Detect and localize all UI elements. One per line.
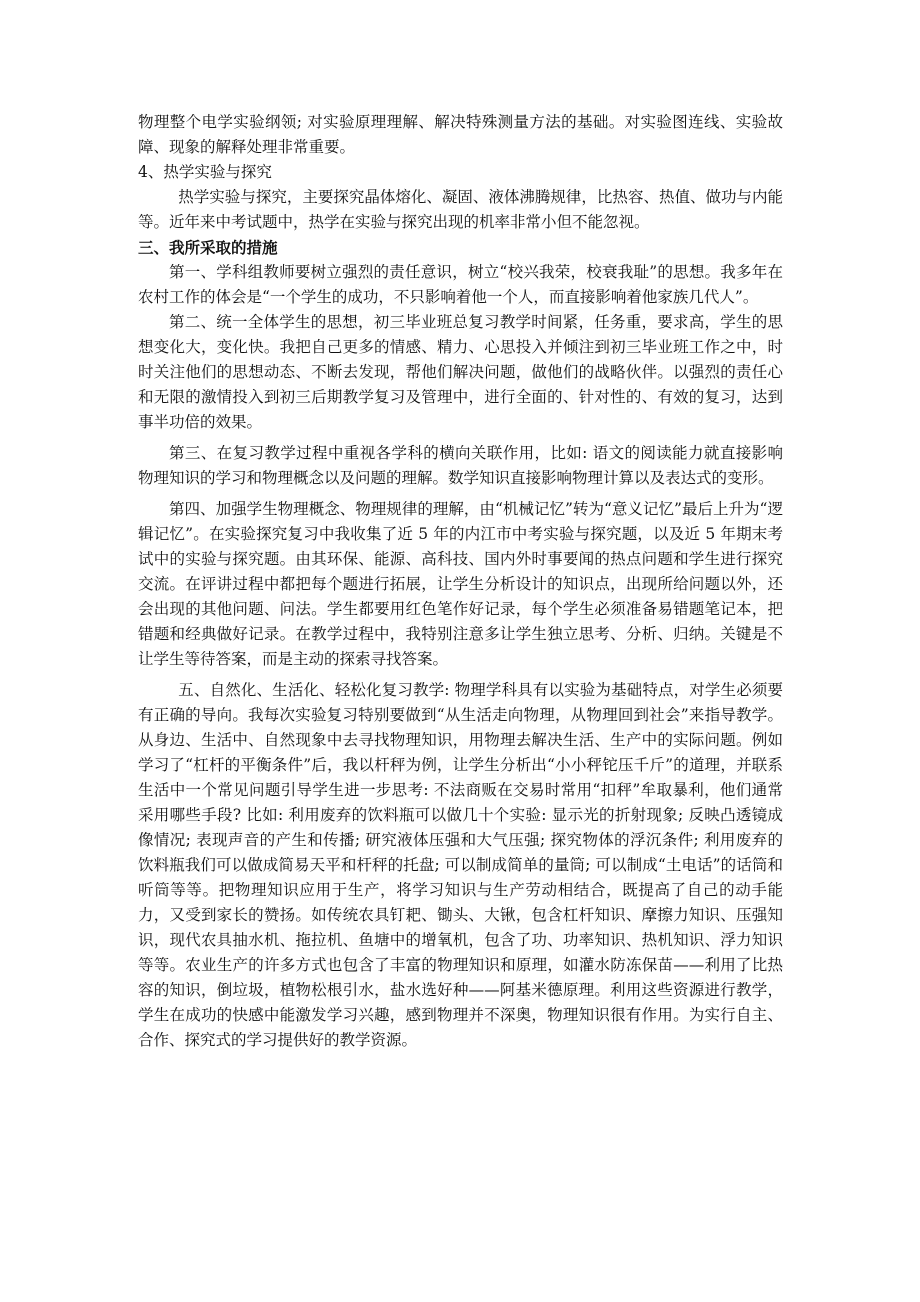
paragraph-measure-5: 五、自然化、生活化、轻松化复习教学: 物理学科具有以实验为基础特点，对学生必须要有正确的导向。我每次实验复习特别要做到“从生活走向物理，从物理回到社会”来指导教学。从身边、生活中、自然现象中去寻找物理知识，用物理去解决生活、生产中的实际问题。例如学习了“杠杆的平衡条件”后，我以杆秤为例，让学生分析出“小小秤铊压千斤”的道理，并联系生活中一个常见问题引导学生进一步思考: 不法商贩在交易时常用“扣秤”牟取暴利，他们通常采用哪些手段? 比如: 利用废弃的饮料瓶可以做几十个实验: 显示光的折射现象; 反映凸透镜成像情况; 表现声音的产生和传播; 研究液体压强和大气压强; 探究物体的浮沉条件; 利用废弃的饮料瓶我们可以做成简易天平和杆秤的托盘; 可以制成简单的量筒; 可以制成“土电话”的话筒和听筒等等。把物理知识应用于生产，将学习知识与生产劳动相结合，既提高了自己的动手能力，又受到家长的赞扬。如传统农具钉耙、锄头、大锹，包含杠杆知识、摩擦力知识、压强知识，现代农具抽水机、拖拉机、鱼塘中的增氧机，包含了功、功率知识、热机知识、浮力知识等等。农业生产的许多方式也包含了丰富的物理知识和原理，如灌水防冻保苗——利用了比热容的知识，倒垃圾，植物松根引水，盐水选好种——阿基米德原理。利用这些资源进行教学，学生在成功的快感中能激发学习兴趣，感到物理并不深奥，物理知识很有作用。为实行自主、合作、探究式的学习提供好的教学资源。	[138, 681, 783, 1049]
paragraph-measure-2: 第二、统一全体学生的思想，初三毕业班总复习教学时间紧，任务重，要求高，学生的思想变化大，变化快。我把自己更多的情感、精力、心思投入并倾注到初三毕业班工作之中，时时关注他们的思想动态、不断去发现，帮他们解决问题，做他们的战略伙伴。以强烈的责任心和无限的激情投入到初三后期教学复习及管理中，进行全面的、针对性的、有效的复习，达到事半功倍的效果。	[138, 313, 783, 431]
paragraph-measure-1: 第一、学科组教师要树立强烈的责任意识，树立“校兴我荣，校衰我耻”的思想。我多年在农村工作的体会是“一个学生的成功，不只影响着他一个人，而直接影响着他家族几代人”。	[138, 263, 783, 306]
paragraph-measure-4: 第四、加强学生物理概念、物理规律的理解，由“机械记忆”转为“意义记忆”最后上升为“逻辑记忆”。在实验探究复习中我收集了近 5 年的内江市中考实验与探究题，以及近 5 年期末考试中的实验与探究题。由其环保、能源、高科技、国内外时事要闻的热点问题和学生进行探究交流。在评讲过程中都把每个题进行拓展，让学生分析设计的知识点，出现所给问题以外，还会出现的其他问题、问法。学生都要用红色笔作好记录，每个学生必须准备易错题笔记本，把错题和经典做好记录。在教学过程中，我特别注意多让学生独立思考、分析、归纳。关键是不让学生等待答案，而是主动的探索寻找答案。	[138, 500, 783, 668]
section-heading-measures: 三、我所采取的措施	[138, 238, 278, 257]
section-heading-thermal: 4、热学实验与探究	[138, 163, 272, 181]
paragraph-electrical-summary: 物理整个电学实验纲领; 对实验原理理解、解决特殊测量方法的基础。对实验图连线、实验故障、现象的解释处理非常重要。	[138, 113, 783, 156]
document-body	[138, 110, 783, 1053]
paragraph-measure-3: 第三、在复习教学过程中重视各学科的横向关联作用，比如: 语文的阅读能力就直接影响物理知识的学习和物理概念以及问题的理解。数学知识直接影响物理计算以及表达式的变形。	[138, 444, 783, 487]
paragraph-thermal: 热学实验与探究，主要探究晶体熔化、凝固、液体沸腾规律，比热容、热值、做功与内能等。近年来中考试题中，热学在实验与探究出现的机率非常小但不能忽视。	[138, 188, 783, 231]
